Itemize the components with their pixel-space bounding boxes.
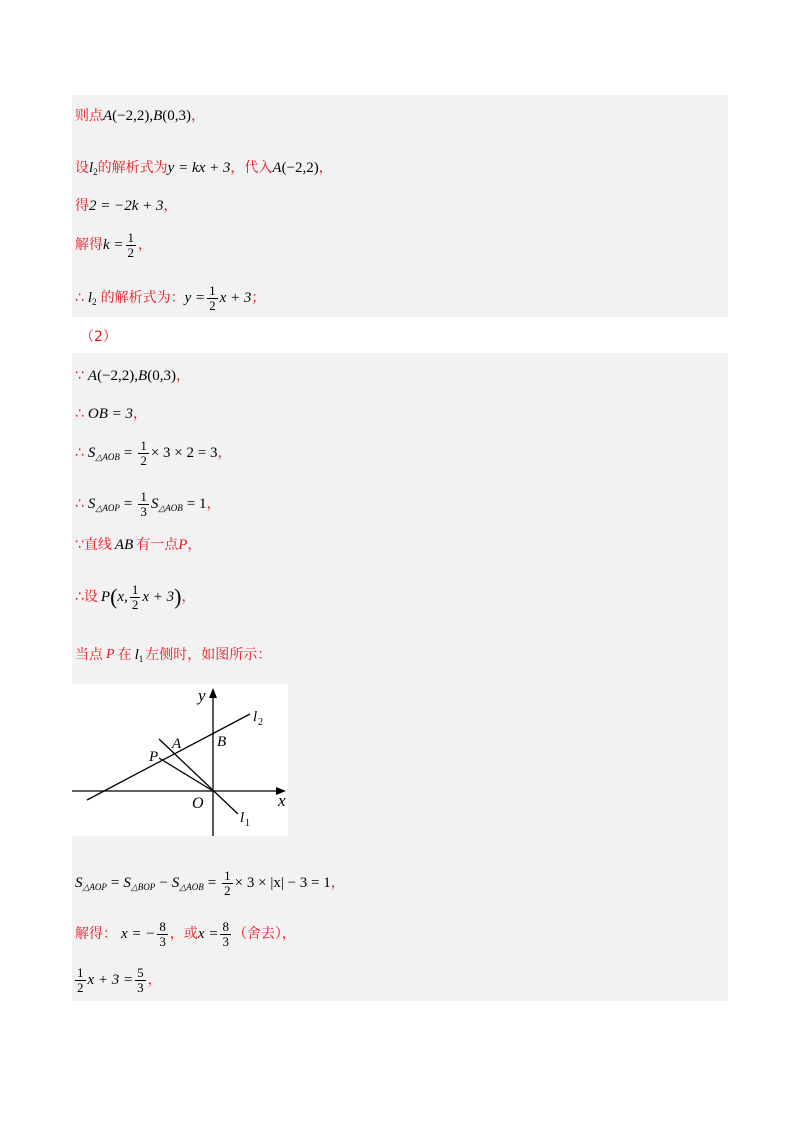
line-ob	[75, 404, 147, 424]
denominator: 2	[224, 882, 231, 898]
punct: ，	[147, 972, 162, 988]
math-var: l	[87, 290, 93, 306]
math-var: S	[75, 875, 83, 891]
math-eq: x = −	[121, 926, 156, 942]
punct: ，	[175, 368, 190, 384]
math-eq: × 3 × 2 = 3	[150, 445, 218, 461]
math-var: B	[153, 108, 163, 124]
math-eq: OB = 3	[87, 406, 134, 422]
denominator: 3	[159, 933, 166, 949]
fraction	[222, 869, 233, 898]
point-b-label: B	[217, 734, 227, 750]
text: ，代入	[230, 160, 273, 176]
text: 设	[75, 160, 89, 176]
text: 当点	[75, 647, 103, 663]
math-sub: △AOB	[179, 882, 204, 892]
text: 解得：	[75, 926, 117, 942]
math-op: =	[123, 496, 133, 512]
punct: ，	[181, 589, 196, 605]
math-value: (0,3)	[162, 108, 192, 124]
math-var: P	[106, 647, 115, 662]
segment-op	[159, 758, 213, 791]
math-sub: 2	[93, 167, 98, 177]
math-value: (0,3)	[147, 368, 176, 384]
text: 的解析式为：	[100, 290, 185, 306]
y-axis-arrow-icon	[209, 688, 217, 698]
fraction	[135, 966, 146, 995]
numerator: 1	[140, 437, 147, 453]
math-eq: x =	[197, 926, 219, 942]
point-p-label: P	[149, 749, 159, 765]
math-sub: 1	[138, 654, 144, 664]
because-symbol: ∵	[75, 368, 84, 384]
l1-label: l	[240, 810, 245, 826]
punct: ，	[330, 875, 345, 891]
line-because-ab	[75, 366, 190, 386]
math-sep: ,	[149, 108, 154, 124]
punct: ，	[217, 445, 232, 461]
punct: ，	[138, 237, 153, 253]
math-var: l	[134, 647, 139, 663]
math-eq: x + 3 =	[87, 972, 134, 988]
math-op: −	[159, 875, 168, 891]
fraction	[130, 583, 141, 612]
fraction	[207, 284, 218, 313]
therefore-symbol: ∴	[75, 406, 84, 422]
punct: ，	[163, 198, 178, 214]
numerator: 1	[131, 581, 139, 597]
y-axis-label: y	[198, 686, 206, 705]
punct: ，	[206, 496, 221, 512]
denominator: 3	[222, 933, 229, 949]
text: 在	[117, 647, 132, 663]
numerator: 1	[77, 964, 84, 980]
math-var: B	[138, 368, 148, 384]
math-var: x,	[117, 589, 128, 605]
line-solve-k	[75, 230, 152, 260]
fraction	[138, 439, 149, 468]
text: ，或	[169, 926, 198, 942]
line-l2	[87, 714, 250, 800]
math-eq: 2 = −2k + 3	[89, 198, 164, 214]
punct: ，	[318, 160, 333, 176]
math-var: l	[89, 160, 94, 176]
math-sub: △AOP	[82, 882, 107, 892]
text: （舍去），	[232, 926, 296, 942]
text: ∴设	[75, 589, 98, 605]
math-sub: 2	[92, 297, 97, 307]
line-case-left	[75, 645, 271, 665]
therefore-symbol: ∴	[75, 496, 84, 512]
therefore-symbol: ∴	[75, 290, 84, 306]
text: 得	[75, 198, 89, 214]
fraction	[157, 920, 168, 949]
text: 则点	[75, 108, 103, 124]
line-solve-x	[75, 917, 296, 951]
numerator: 8	[159, 918, 166, 934]
fraction	[75, 966, 86, 995]
math-sub: △BOP	[130, 882, 156, 892]
numerator: 1	[127, 229, 135, 245]
fraction	[138, 490, 149, 519]
text: 的解析式为	[97, 160, 168, 176]
paren: (	[110, 584, 118, 609]
denominator: 3	[140, 503, 147, 519]
point-a-label: A	[172, 736, 182, 752]
text: 左侧时，如图所示：	[145, 647, 272, 663]
math-var: S	[87, 496, 96, 512]
math-var: AB	[114, 537, 134, 553]
punct: ；	[251, 290, 266, 306]
numerator: 8	[222, 918, 229, 934]
numerator: 1	[224, 867, 231, 883]
x-axis-label: x	[278, 791, 286, 810]
figure-svg	[72, 684, 288, 836]
math-var: P	[178, 537, 188, 553]
math-sub: △AOP	[95, 503, 120, 513]
math-var: A	[87, 368, 98, 384]
denominator: 2	[140, 452, 147, 468]
denominator: 2	[131, 596, 139, 612]
math-sub: △AOB	[158, 503, 183, 513]
math-eq: y =	[184, 290, 206, 306]
math-op: =	[110, 875, 120, 891]
math-value: (−2,2)	[112, 108, 150, 124]
text: ∵直线	[75, 537, 112, 553]
math-var: P	[100, 589, 111, 605]
line-y-value	[75, 963, 162, 997]
line-area-aop	[75, 488, 220, 520]
coordinate-figure	[72, 684, 288, 836]
numerator: 1	[140, 488, 147, 504]
line-area-aob	[75, 437, 231, 469]
math-value: (−2,2)	[97, 368, 135, 384]
denominator: 3	[137, 979, 144, 995]
math-op: =	[207, 875, 217, 891]
math-var: S	[123, 875, 131, 891]
origin-label: O	[192, 795, 204, 812]
math-eq: y = kx + 3	[167, 160, 231, 176]
numerator: 1	[209, 282, 216, 298]
fraction	[220, 920, 231, 949]
l1-subscript: 1	[245, 818, 250, 829]
punct: ，	[187, 537, 202, 553]
punct: ，	[191, 108, 206, 124]
denominator: 2	[209, 297, 216, 313]
math-eq: x + 3	[219, 290, 252, 306]
math-eq: × 3 × |x| − 3 = 1	[234, 875, 331, 891]
line-set-p	[75, 580, 195, 614]
numerator: 5	[137, 964, 144, 980]
math-value: (−2,2)	[281, 160, 319, 176]
l2-label: l	[253, 709, 258, 725]
denominator: 2	[77, 979, 84, 995]
line-substitute	[75, 196, 178, 216]
math-var: S	[150, 496, 159, 512]
math-var: S	[171, 875, 180, 891]
text: 有一点	[136, 537, 179, 553]
math-op: =	[123, 445, 133, 461]
text: 解得	[75, 237, 103, 253]
math-var: A	[103, 108, 113, 124]
line-l2-result	[75, 283, 265, 313]
part-2-label: （2）	[80, 329, 117, 345]
math-var: S	[87, 445, 96, 461]
math-eq: = 1	[186, 496, 207, 512]
l2-subscript: 2	[258, 717, 263, 728]
line-point-p	[75, 535, 201, 555]
line-area-equation	[75, 866, 345, 900]
denominator: 2	[127, 244, 135, 260]
therefore-symbol: ∴	[75, 445, 84, 461]
line-set-l2	[75, 158, 333, 178]
math-eq: x + 3	[142, 589, 175, 605]
fraction	[126, 231, 137, 260]
math-eq: k =	[103, 237, 124, 253]
paren: )	[174, 584, 182, 609]
line-points-ab	[75, 106, 205, 126]
math-sep: ,	[134, 368, 139, 384]
punct: ，	[133, 406, 148, 422]
math-sub: △AOB	[95, 452, 120, 462]
math-var: A	[272, 160, 282, 176]
